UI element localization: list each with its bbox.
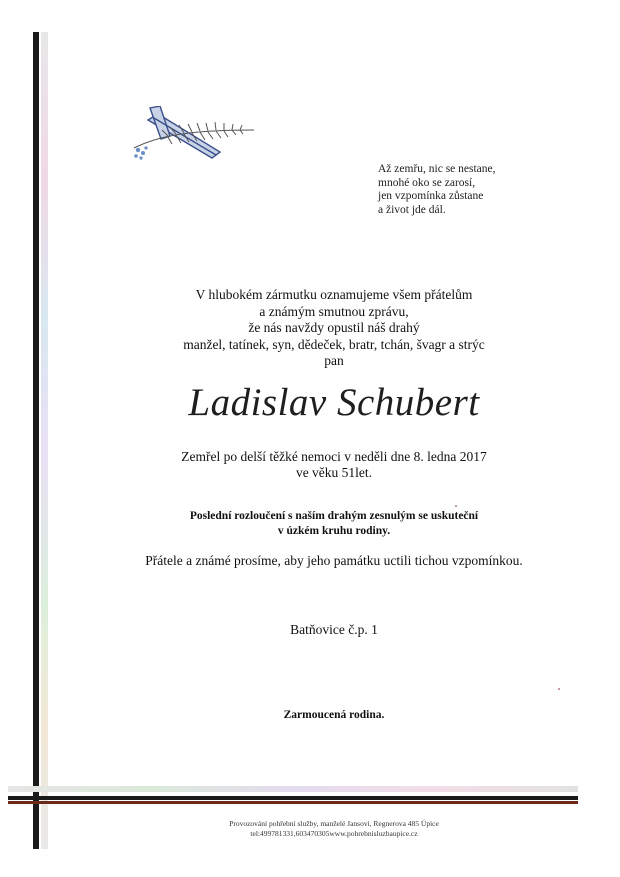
intro-line: že nás navždy opustil náš drahý [248,320,420,335]
intro-line: a známým smutnou zprávu, [259,303,409,319]
poem-line: jen vzpomínka zůstane [378,190,484,202]
death-line: ve věku 51let. [295,465,373,480]
funeral-notice [48,509,620,539]
footer [48,819,620,839]
paper-speck [558,688,560,690]
deceased-name: Ladislav Schubert [188,381,480,424]
friends-request: Přátele a známé prosíme, aby jeho památku uctili tichou vzpomínkou. [145,553,523,568]
cross-with-palm-branch-icon [128,106,258,164]
poem-line: Až zemřu, nic se nestane, [378,163,496,175]
poem-line: mnohé oko se zarosí, [378,176,476,189]
place-address: Batňovice č.p. 1 [290,622,378,637]
intro-line: manžel, tatínek, syn, dědeček, bratr, tchán, švagr a strýc [183,336,485,352]
footer-line: Provozování pohřební služby, manželé Jansovi, Regnerova 485 Úpice [229,819,439,828]
death-notice [48,449,620,481]
funeral-line: Poslední rozloučení s naším drahým zesnulým se uskuteční [189,510,479,522]
bottom-border-black [8,796,578,800]
signature: Zarmoucená rodina. [283,709,385,721]
poem [378,163,508,217]
poem-line: a život jde dál. [378,203,446,216]
funeral-line: v úzkém kruhu rodiny. [277,525,391,537]
death-line: Zemřel po delší těžké nemoci v neděli dne 8. ledna 2017 [181,449,487,464]
footer-line: tel:499781331,603470305www.pohrebnisluzbaupice.cz [250,829,418,838]
intro-line: V hlubokém zármutku oznamujeme všem přátelům [195,287,473,302]
intro-text [48,287,620,370]
paper-speck [455,505,457,507]
bottom-border-pastel [8,786,578,792]
left-border-pastel [41,32,48,849]
intro-line: pan [324,353,344,368]
bottom-border-brown [8,801,578,804]
left-border-black [33,32,39,849]
